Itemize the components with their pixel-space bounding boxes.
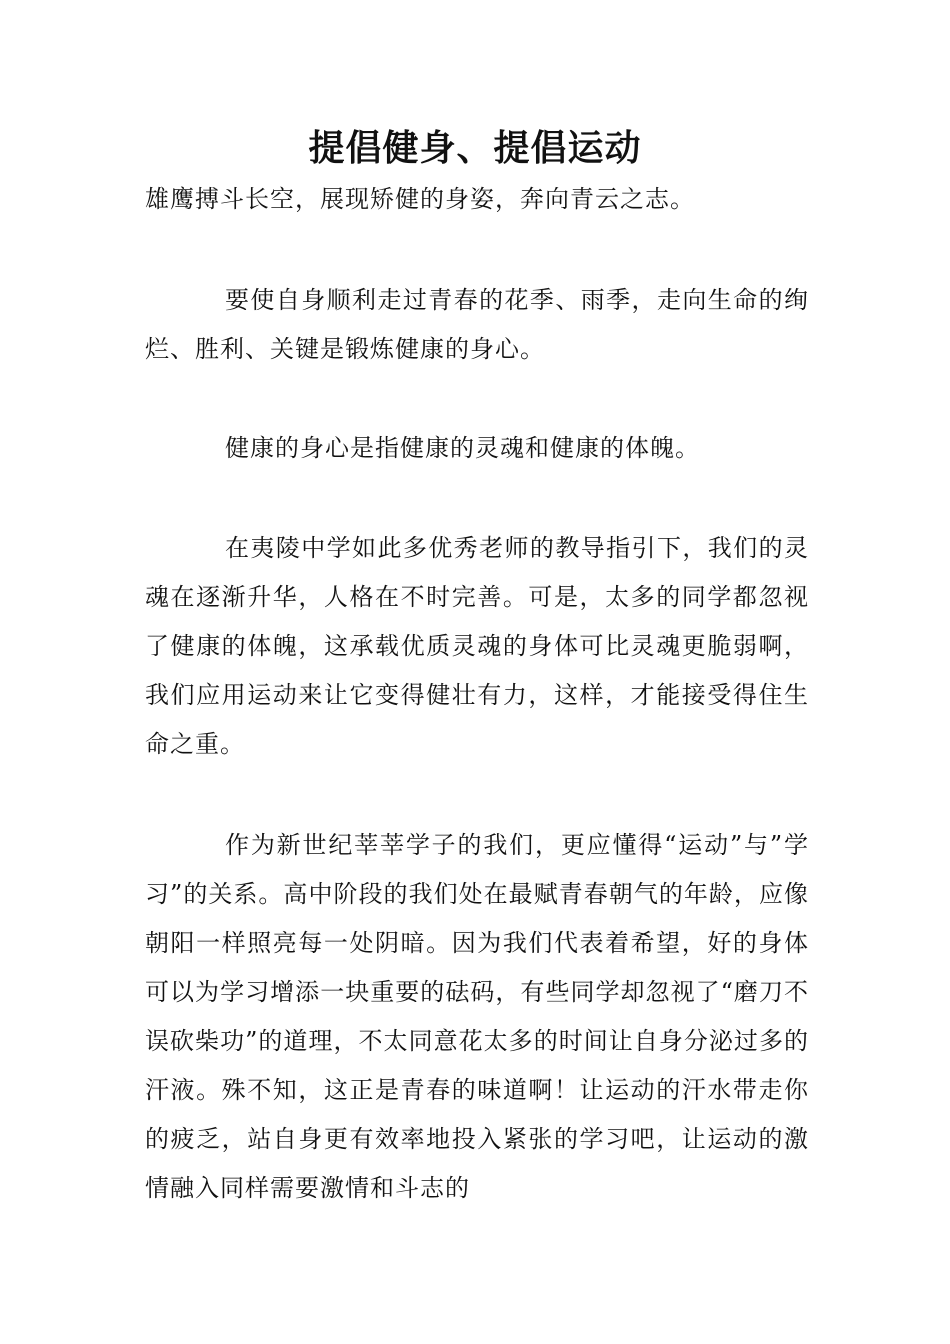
paragraph-1: 雄鹰搏斗长空，展现矫健的身姿，奔向青云之志。 bbox=[145, 185, 695, 213]
paragraph-3: 健康的身心是指健康的灵魂和健康的体魄。 bbox=[225, 434, 700, 462]
document-title: 提倡健身、提倡运动 bbox=[308, 128, 642, 169]
paragraph-5: 作为新世纪莘莘学子的我们，更应懂得“运动”与”学习”的关系。高中阶段的我们处在最赋青春朝气的年龄，应像朝阳一样照亮每一处阴暗。因为我们代表着希望，好的身体可以为学习增添一块重要的砝码，有些同学却忽视了“磨刀不误砍柴功”的道理，不太同意花太多的时间让自身分泌过多的汗液。殊不知，这正是青春的味道啊！让运动的汗水带走你的疲乏，站自身更有效率地投入紧张的学习吧，让运动的激情融入同样需要激情和斗志的 bbox=[145, 831, 809, 1202]
paragraph-4: 在夷陵中学如此多优秀老师的教导指引下，我们的灵魂在逐渐升华，人格在不时完善。可是，太多的同学都忽视了健康的体魄，这承载优质灵魂的身体可比灵魂更脆弱啊，我们应用运动来让它变得健壮有力，这样，才能接受得住生命之重。 bbox=[145, 534, 809, 758]
paragraph-2: 要使自身顺利走过青春的花季、雨季，走向生命的绚烂、胜利、关键是锻炼健康的身心。 bbox=[145, 286, 809, 363]
